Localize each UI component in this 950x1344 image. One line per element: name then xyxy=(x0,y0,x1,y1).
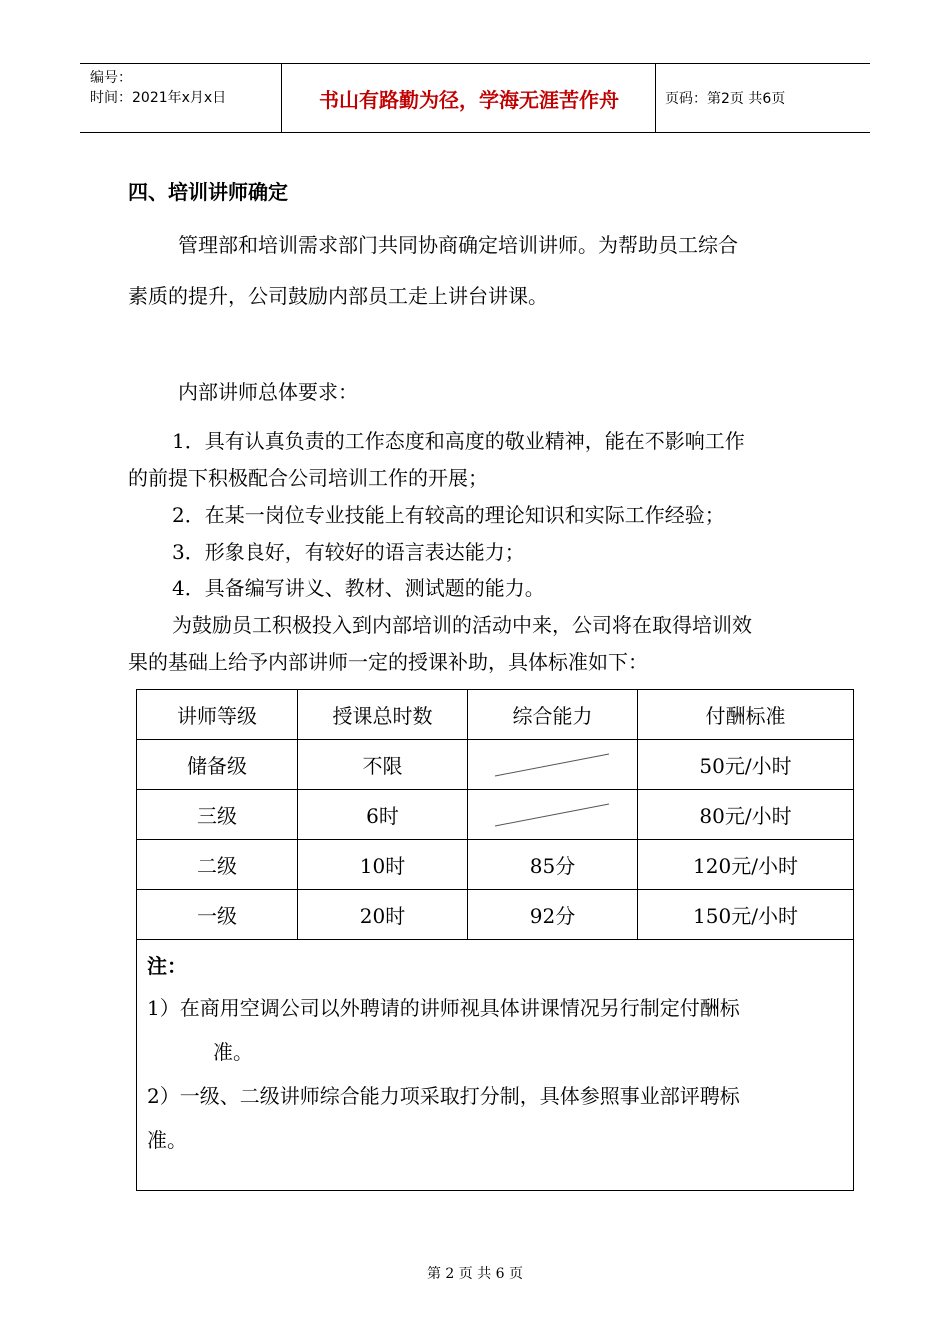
table-row xyxy=(137,740,854,790)
note-line: 1）在商用空调公司以外聘请的讲师视具体讲课情况另行制定付酬标 xyxy=(147,996,740,1020)
incentive-paragraph-line: 果的基础上给予内部讲师一定的授课补助，具体标准如下： xyxy=(128,650,648,674)
table-cell: 储备级 xyxy=(137,740,298,790)
intro-paragraph-line: 素质的提升，公司鼓励内部员工走上讲台讲课。 xyxy=(128,284,548,308)
table-cell: 80元/小时 xyxy=(638,790,854,840)
table-header-cell: 综合能力 xyxy=(468,690,638,740)
table-row xyxy=(137,890,854,940)
table-header-cell: 付酬标准 xyxy=(638,690,854,740)
header-meta xyxy=(90,68,226,108)
table-cell: 20时 xyxy=(298,890,468,940)
table-header-cell: 授课总时数 xyxy=(298,690,468,740)
table-cell: 二级 xyxy=(137,840,298,890)
requirement-item: 1．具有认真负责的工作态度和高度的敬业精神，能在不影响工作 xyxy=(172,429,745,453)
notes-title: 注： xyxy=(147,954,187,978)
table-header-row xyxy=(137,690,854,740)
diagonal-line-icon xyxy=(493,800,613,830)
note-line: 2）一级、二级讲师综合能力项采取打分制，具体参照事业部评聘标 xyxy=(147,1084,740,1108)
lecturer-pay-table xyxy=(136,689,854,1191)
table-cell: 120元/小时 xyxy=(638,840,854,890)
table-cell: 三级 xyxy=(137,790,298,840)
date-label: 时间：2021年x月x日 xyxy=(90,90,227,106)
table-cell-empty xyxy=(468,740,638,790)
table-cell: 10时 xyxy=(298,840,468,890)
header-motto: 书山有路勤为径，学海无涯苦作舟 xyxy=(319,87,619,112)
requirement-item-continued: 的前提下积极配合公司培训工作的开展； xyxy=(128,466,488,490)
table-cell: 85分 xyxy=(468,840,638,890)
requirements-title: 内部讲师总体要求： xyxy=(178,380,358,404)
table-cell: 不限 xyxy=(298,740,468,790)
serial-number-label: 编号： xyxy=(90,70,132,86)
document-header xyxy=(80,63,870,133)
table-notes-row xyxy=(137,940,854,1191)
table-cell-empty xyxy=(468,790,638,840)
note-line: 准。 xyxy=(213,1040,253,1064)
table-header-cell: 讲师等级 xyxy=(137,690,298,740)
table-row xyxy=(137,840,854,890)
intro-paragraph-line: 管理部和培训需求部门共同协商确定培训讲师。为帮助员工综合 xyxy=(178,233,738,257)
note-line: 准。 xyxy=(147,1128,187,1152)
section-heading: 四、培训讲师确定 xyxy=(128,180,288,204)
page-footer: 第 2 页 共 6 页 xyxy=(426,1266,524,1282)
table-cell: 150元/小时 xyxy=(638,890,854,940)
requirement-item: 4．具备编写讲义、教材、测试题的能力。 xyxy=(172,576,545,600)
table-cell: 6时 xyxy=(298,790,468,840)
table-row xyxy=(137,790,854,840)
requirement-item: 3．形象良好，有较好的语言表达能力； xyxy=(172,540,525,564)
table-cell: 一级 xyxy=(137,890,298,940)
incentive-paragraph-line: 为鼓励员工积极投入到内部培训的活动中来，公司将在取得培训效 xyxy=(172,613,752,637)
table-notes xyxy=(137,940,854,1191)
header-page-info: 页码：第2页 共6页 xyxy=(665,91,786,107)
diagonal-line-icon xyxy=(493,750,613,780)
header-divider xyxy=(655,64,656,132)
requirement-item: 2．在某一岗位专业技能上有较高的理论知识和实际工作经验； xyxy=(172,503,725,527)
table-cell: 50元/小时 xyxy=(638,740,854,790)
table-cell: 92分 xyxy=(468,890,638,940)
